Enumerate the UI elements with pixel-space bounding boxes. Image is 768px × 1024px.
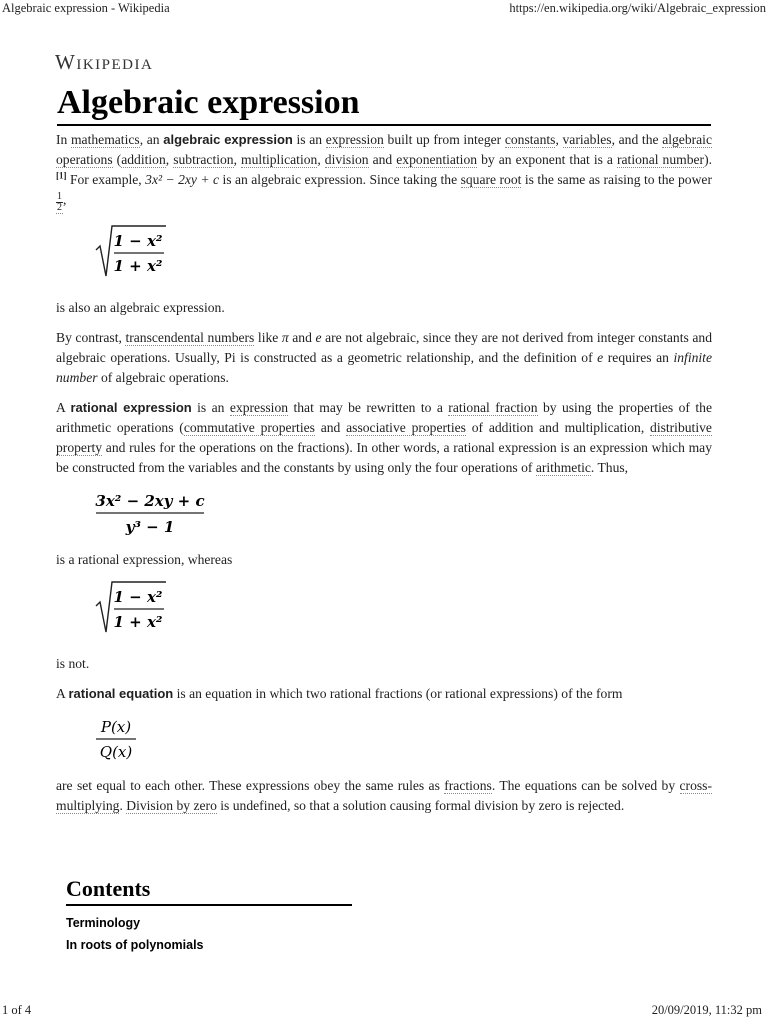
contrast-paragraph: By contrast, transcendental numbers like π and e are not algebraic, since they are not derived from integer constants and algebraic operations. Usually, Pi is constructed as a geometric relationship, and the definition of e requires an infinite number of algebraic operations. [56,330,712,385]
set-equal-paragraph: are set equal to each other. These expressions obey the same rules as fractions. The equations can be solved by cross-multiplying. Division by zero is undefined, so that a solution causing formal division by zero is rejected. [56,778,712,813]
link-rational-fraction[interactable]: rational fraction [448,400,538,415]
contents-list [66,912,352,956]
link-fractions[interactable]: fractions [444,778,492,793]
infinite-number-phrase: infinite number [56,350,712,385]
link-subtraction[interactable]: subtraction [173,152,234,167]
formula-sqrt-1 [56,224,712,286]
link-algebraic-operations[interactable]: algebraic operations [56,132,712,167]
link-cross-multiplying[interactable]: cross-multiplying [56,778,712,813]
term-rational-equation: rational equation [68,686,174,701]
example-expression: 3x² − 2xy + c [145,172,220,187]
rational-equation-paragraph: A rational equation is an equation in which two rational fractions (or rational expressions) of the form [56,686,623,701]
link-associative-properties[interactable]: associative properties [346,420,466,435]
contents-item-roots-of-polynomials[interactable]: In roots of polynomials [66,938,204,952]
formula-rational-1 [56,488,712,538]
link-division[interactable]: division [324,152,369,167]
link-multiplication[interactable]: multiplication [241,152,318,167]
formula-p-over-q [56,714,712,764]
link-transcendental-numbers[interactable]: transcendental numbers [125,330,255,345]
e-symbol: e [597,350,604,365]
half-fraction[interactable]: $\frac{1}{2}$ [57,191,62,213]
formula4-numerator: P(x) [100,718,132,736]
rational-expression-paragraph: A rational expression is an expression that may be rewritten to a rational fraction by using the properties of the arithmetic operations (commutative properties and associative properties of addition and multiplication, distributive property and rules for the operations on the fractions). In other words, a rational expression is an expression which may be constructed from the variables and the constants by using only the four operations of arithmetic. Thus, [56,400,712,475]
formula3-denominator: 1 + x² [113,613,163,631]
link-commutative-properties[interactable]: commutative properties [183,420,315,435]
formula1-denominator: 1 + x² [113,257,163,275]
link-addition[interactable]: addition [121,152,166,167]
print-header-url: https://en.wikipedia.org/wiki/Algebraic_expression [509,1,766,15]
print-header-title: Algebraic expression - Wikipedia [2,1,170,15]
formula3-numerator: 1 − x² [113,588,163,606]
formula2-denominator: y³ − 1 [125,518,175,536]
link-arithmetic[interactable]: arithmetic [535,460,591,475]
reference-1[interactable]: [1] [56,170,67,181]
link-expression[interactable]: expression [229,400,289,415]
also-paragraph: is also an algebraic expression. [56,300,225,315]
isnot-paragraph: is not. [56,656,90,671]
link-constants[interactable]: constants [504,132,556,147]
table-of-contents [66,876,352,956]
link-expression[interactable]: expression [325,132,384,147]
formula2-numerator: 3x² − 2xy + c [95,492,205,510]
term-rational-expression: rational expression [70,400,192,415]
intro-paragraph: In mathematics, an algebraic expression is an expression built up from integer constants, variables, and the algebraic operations (addition, subtraction, multiplication, division and exponentiation by an exponent that is a rational number).[1] For example, 3x² − 2xy + c is an algebraic expression. Since taking the square root is the same as raising to the power $\frac{1}{2}$ , [56,132,713,213]
link-mathematics[interactable]: mathematics [70,132,140,147]
link-division-by-zero[interactable]: Division by zero [126,798,217,813]
wikipedia-logo[interactable]: Wikipedia [55,50,154,74]
link-exponentiation[interactable]: exponentiation [396,152,478,167]
formula1-numerator: 1 − x² [113,232,163,250]
print-footer-page: 1 of 4 [2,1003,32,1017]
term-algebraic-expression: algebraic expression [163,132,293,147]
formula4-denominator: Q(x) [99,743,133,761]
print-footer-timestamp: 20/09/2019, 11:32 pm [651,1003,762,1017]
link-rational-number[interactable]: rational number [617,152,705,167]
contents-heading: Contents [66,876,352,906]
article-body [56,130,712,826]
formula-sqrt-2 [56,580,712,642]
e-symbol: e [315,330,322,345]
link-variables[interactable]: variables [562,132,612,147]
pi-symbol: π [281,330,289,345]
whereas-paragraph: is a rational expression, whereas [56,552,233,567]
link-square-root[interactable]: square root [460,172,522,187]
page-title: Algebraic expression [57,84,711,126]
link-distributive-property[interactable]: distributive property [56,420,712,455]
contents-item-terminology[interactable]: Terminology [66,916,141,930]
